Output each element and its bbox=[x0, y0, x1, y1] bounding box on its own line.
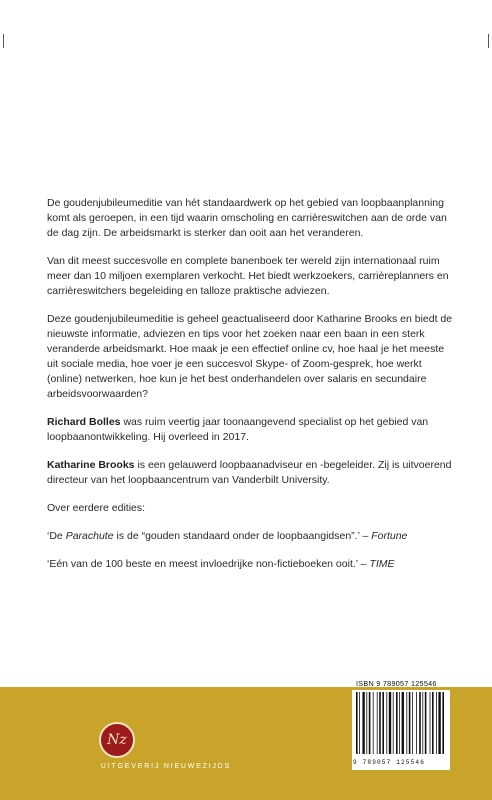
barcode-bars bbox=[356, 692, 446, 754]
quote-text: ‘De bbox=[47, 530, 66, 542]
back-cover-text bbox=[47, 196, 457, 585]
quote-source: TIME bbox=[369, 558, 395, 570]
author-bio-text: is een gelauwerd loopbaanadviseur en -begeleider. Zij is uitvoerend directeur van het loopbaancentrum van Vanderbilt University. bbox=[47, 459, 452, 486]
quote-time bbox=[47, 557, 457, 572]
paragraph-update: Deze goudenjubileumeditie is geheel geactualiseerd door Katharine Brooks en biedt de nieuwste informatie, adviezen en tips voor het zoeken naar een baan in een sterk veranderde arbeidsmarkt. Hoe maak je een effectief online cv, hoe haal je het meeste uit sociale media, hoe voer je een succesvol Skype- of Zoom-gesprek, hoe werkt (online) netwerken, hoe kun je het best onderhandelen over salaris en secundaire arbeidsvoorwaarden? bbox=[47, 313, 453, 400]
author-bio-bolles bbox=[47, 415, 457, 445]
quote-source: Fortune bbox=[371, 530, 408, 542]
author-name: Richard Bolles bbox=[47, 416, 121, 428]
crop-mark-right bbox=[488, 34, 489, 48]
editions-heading: Over eerdere edities: bbox=[47, 502, 146, 514]
quote-book-title: Parachute bbox=[65, 530, 114, 542]
quote-fortune bbox=[47, 529, 457, 544]
paragraph-sales: Van dit meest succesvolle en complete banenboek ter wereld zijn internationaal ruim meer dan 10 miljoen exemplaren verkocht. Het biedt werkzoekers, carrièreplanners en carrièreswitchers begeleiding en talloze praktische adviezen. bbox=[47, 255, 449, 297]
publisher-name: UITGEVERIJ NIEUWEZIJDS bbox=[100, 763, 232, 770]
publisher-logo bbox=[88, 722, 148, 782]
crop-mark-left bbox=[3, 34, 4, 48]
author-name: Katharine Brooks bbox=[47, 459, 135, 471]
barcode-digits: 9 789057 125546 bbox=[353, 759, 426, 766]
author-bio-text: was ruim veertig jaar toonaangevend specialist op het gebied van loopbaanontwikkeling. Hij overleed in 2017. bbox=[47, 416, 429, 443]
publisher-logo-icon: Nz bbox=[99, 722, 135, 758]
paragraph-intro: De goudenjubileumeditie van hét standaardwerk op het gebied van loopbaanplanning komt als geroepen, in een tijd waarin omscholing en carrièreswitchen aan de orde van de dag zijn. De arbeidsmarkt is sterker dan ooit aan het veranderen. bbox=[47, 197, 447, 239]
quote-text: ‘Eén van de 100 beste en meest invloedrijke non-fictieboeken ooit.’ – bbox=[47, 558, 370, 570]
quote-text: is de “gouden standaard onder de loopbaangidsen”.’ – bbox=[113, 530, 372, 542]
isbn-label: ISBN 9 789057 125546 bbox=[356, 679, 437, 688]
barcode bbox=[352, 690, 450, 770]
author-bio-brooks bbox=[47, 458, 457, 488]
